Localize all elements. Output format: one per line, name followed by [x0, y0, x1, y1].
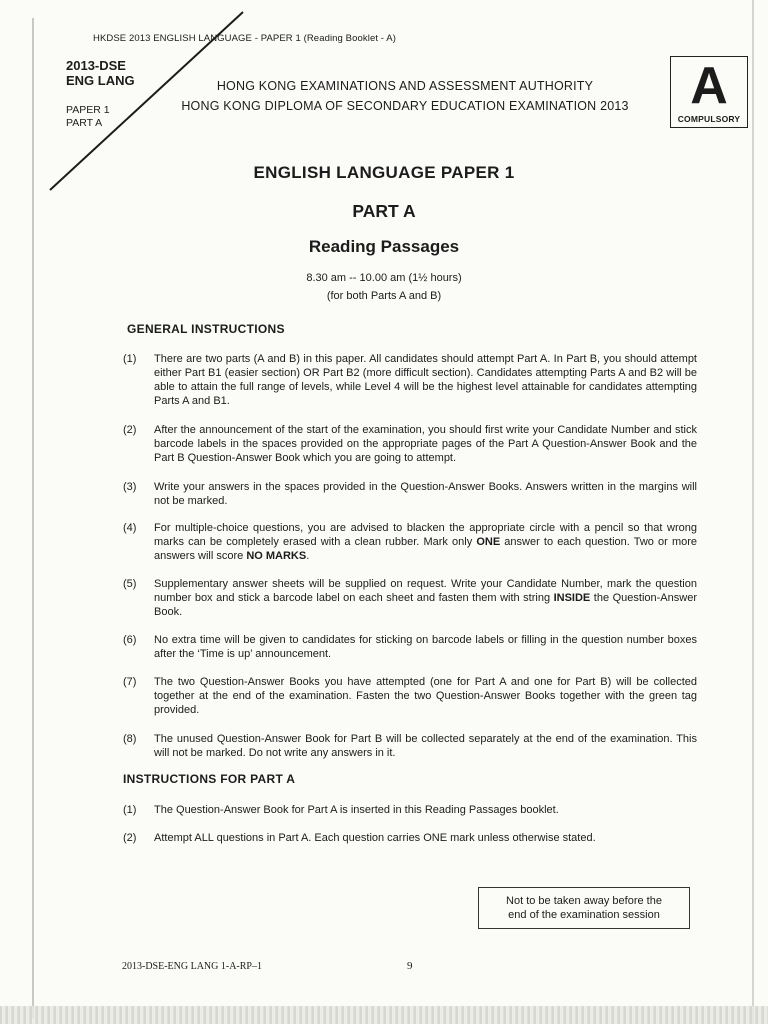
instruction-text: After the announcement of the start of the examination, you should first write your Candidate Number and stick barcode labels in the spaces provided on the appropriate pages of the Part A Question-Answer Book and the Part B Question-Answer Book which you are going to attempt.	[154, 424, 697, 464]
instruction-text: No extra time will be given to candidates for sticking on barcode labels or filling in the question number boxes after the ‘Time is up’ announcement.	[154, 634, 697, 660]
page-number: 9	[407, 960, 413, 972]
scan-bottom-edge	[0, 1006, 768, 1024]
instruction-item	[123, 675, 697, 717]
instruction-text: Supplementary answer sheets will be supplied on request. Write your Candidate Number, mark the question number box and stick a barcode label on each sheet and fasten them with string INSIDE the Question-Answer Book.	[154, 578, 697, 618]
instruction-number: (7)	[123, 676, 137, 688]
subject-code-name: ENG LANG	[66, 73, 135, 88]
instruction-number: (3)	[123, 481, 137, 493]
instruction-number: (5)	[123, 578, 137, 590]
compulsory-label: COMPULSORY	[677, 114, 741, 124]
exam-name: HONG KONG DIPLOMA OF SECONDARY EDUCATION EXAMINATION 2013	[181, 99, 629, 113]
part-a-instruction-item	[123, 803, 697, 817]
instruction-text: The Question-Answer Book for Part A is inserted in this Reading Passages booklet.	[154, 804, 559, 816]
footer-code: 2013-DSE-ENG LANG 1-A-RP–1	[122, 961, 262, 972]
instruction-item	[123, 633, 697, 661]
notice-box	[478, 887, 690, 929]
notice-line: end of the examination session	[508, 909, 660, 921]
instruction-text: The two Question-Answer Books you have attempted (one for Part A and one for Part B) will be collected together at the end of the examination. Fasten the two Question-Answer Books together with the green tag provided.	[154, 676, 697, 716]
subject-code	[66, 58, 135, 88]
part-title: PART A	[352, 201, 416, 221]
instruction-number: (2)	[123, 424, 137, 436]
exam-time-scope: (for both Parts A and B)	[326, 290, 442, 302]
part-a-instruction-item	[123, 831, 697, 845]
part-a-instructions-heading: INSTRUCTIONS FOR PART A	[123, 772, 296, 786]
paper-number: PAPER 1	[66, 104, 110, 116]
instruction-item	[123, 577, 697, 619]
part-letter: A	[690, 57, 728, 115]
instruction-number: (1)	[123, 804, 137, 816]
instruction-text: For multiple-choice questions, you are advised to blacken the appropriate circle with a pencil so that wrong marks can be completely erased with a clean rubber. Mark only ONE answer to each question. Two or more answers will score NO MARKS.	[154, 522, 698, 562]
paper-title: ENGLISH LANGUAGE PAPER 1	[253, 163, 515, 182]
paper-code	[66, 104, 110, 130]
compulsory-box	[670, 56, 748, 128]
instruction-item	[123, 480, 697, 508]
booklet-subtitle: Reading Passages	[308, 237, 460, 256]
instruction-number: (1)	[123, 353, 137, 365]
instruction-number: (2)	[123, 832, 137, 844]
paper-part: PART A	[66, 117, 103, 129]
instruction-item	[123, 521, 697, 563]
notice-line: Not to be taken away before the	[506, 895, 662, 907]
instruction-text: Write your answers in the spaces provided in the Question-Answer Books. Answers written in the margins will not be marked.	[154, 481, 697, 507]
exam-time: 8.30 am -- 10.00 am (1½ hours)	[306, 272, 462, 284]
instruction-item	[123, 352, 697, 408]
instruction-item	[123, 423, 697, 465]
running-title: HKDSE 2013 ENGLISH LANGUAGE - PAPER 1 (Reading Booklet - A)	[93, 33, 396, 44]
subject-code-year: 2013-DSE	[66, 58, 126, 73]
authority-block	[175, 76, 635, 116]
authority-name: HONG KONG EXAMINATIONS AND ASSESSMENT AUTHORITY	[216, 79, 594, 93]
general-instructions-heading: GENERAL INSTRUCTIONS	[127, 322, 285, 336]
instruction-number: (8)	[123, 733, 137, 745]
instruction-text: There are two parts (A and B) in this paper. All candidates should attempt Part A. In Part B, you should attempt either Part B1 (easier section) OR Part B2 (more difficult section). Candidates attempting Parts A and B2 will be able to attain the full range of levels, while Level 4 will be the highest level attainable for candidates attempting Parts A and B1.	[154, 353, 697, 407]
instruction-number: (4)	[123, 522, 137, 534]
instruction-number: (6)	[123, 634, 137, 646]
instruction-text: The unused Question-Answer Book for Part B will be collected separately at the end of the examination. This will not be marked. Do not write any answers in it.	[154, 733, 697, 759]
instruction-text: Attempt ALL questions in Part A. Each question carries ONE mark unless otherwise stated.	[154, 832, 596, 844]
instruction-item	[123, 732, 697, 760]
